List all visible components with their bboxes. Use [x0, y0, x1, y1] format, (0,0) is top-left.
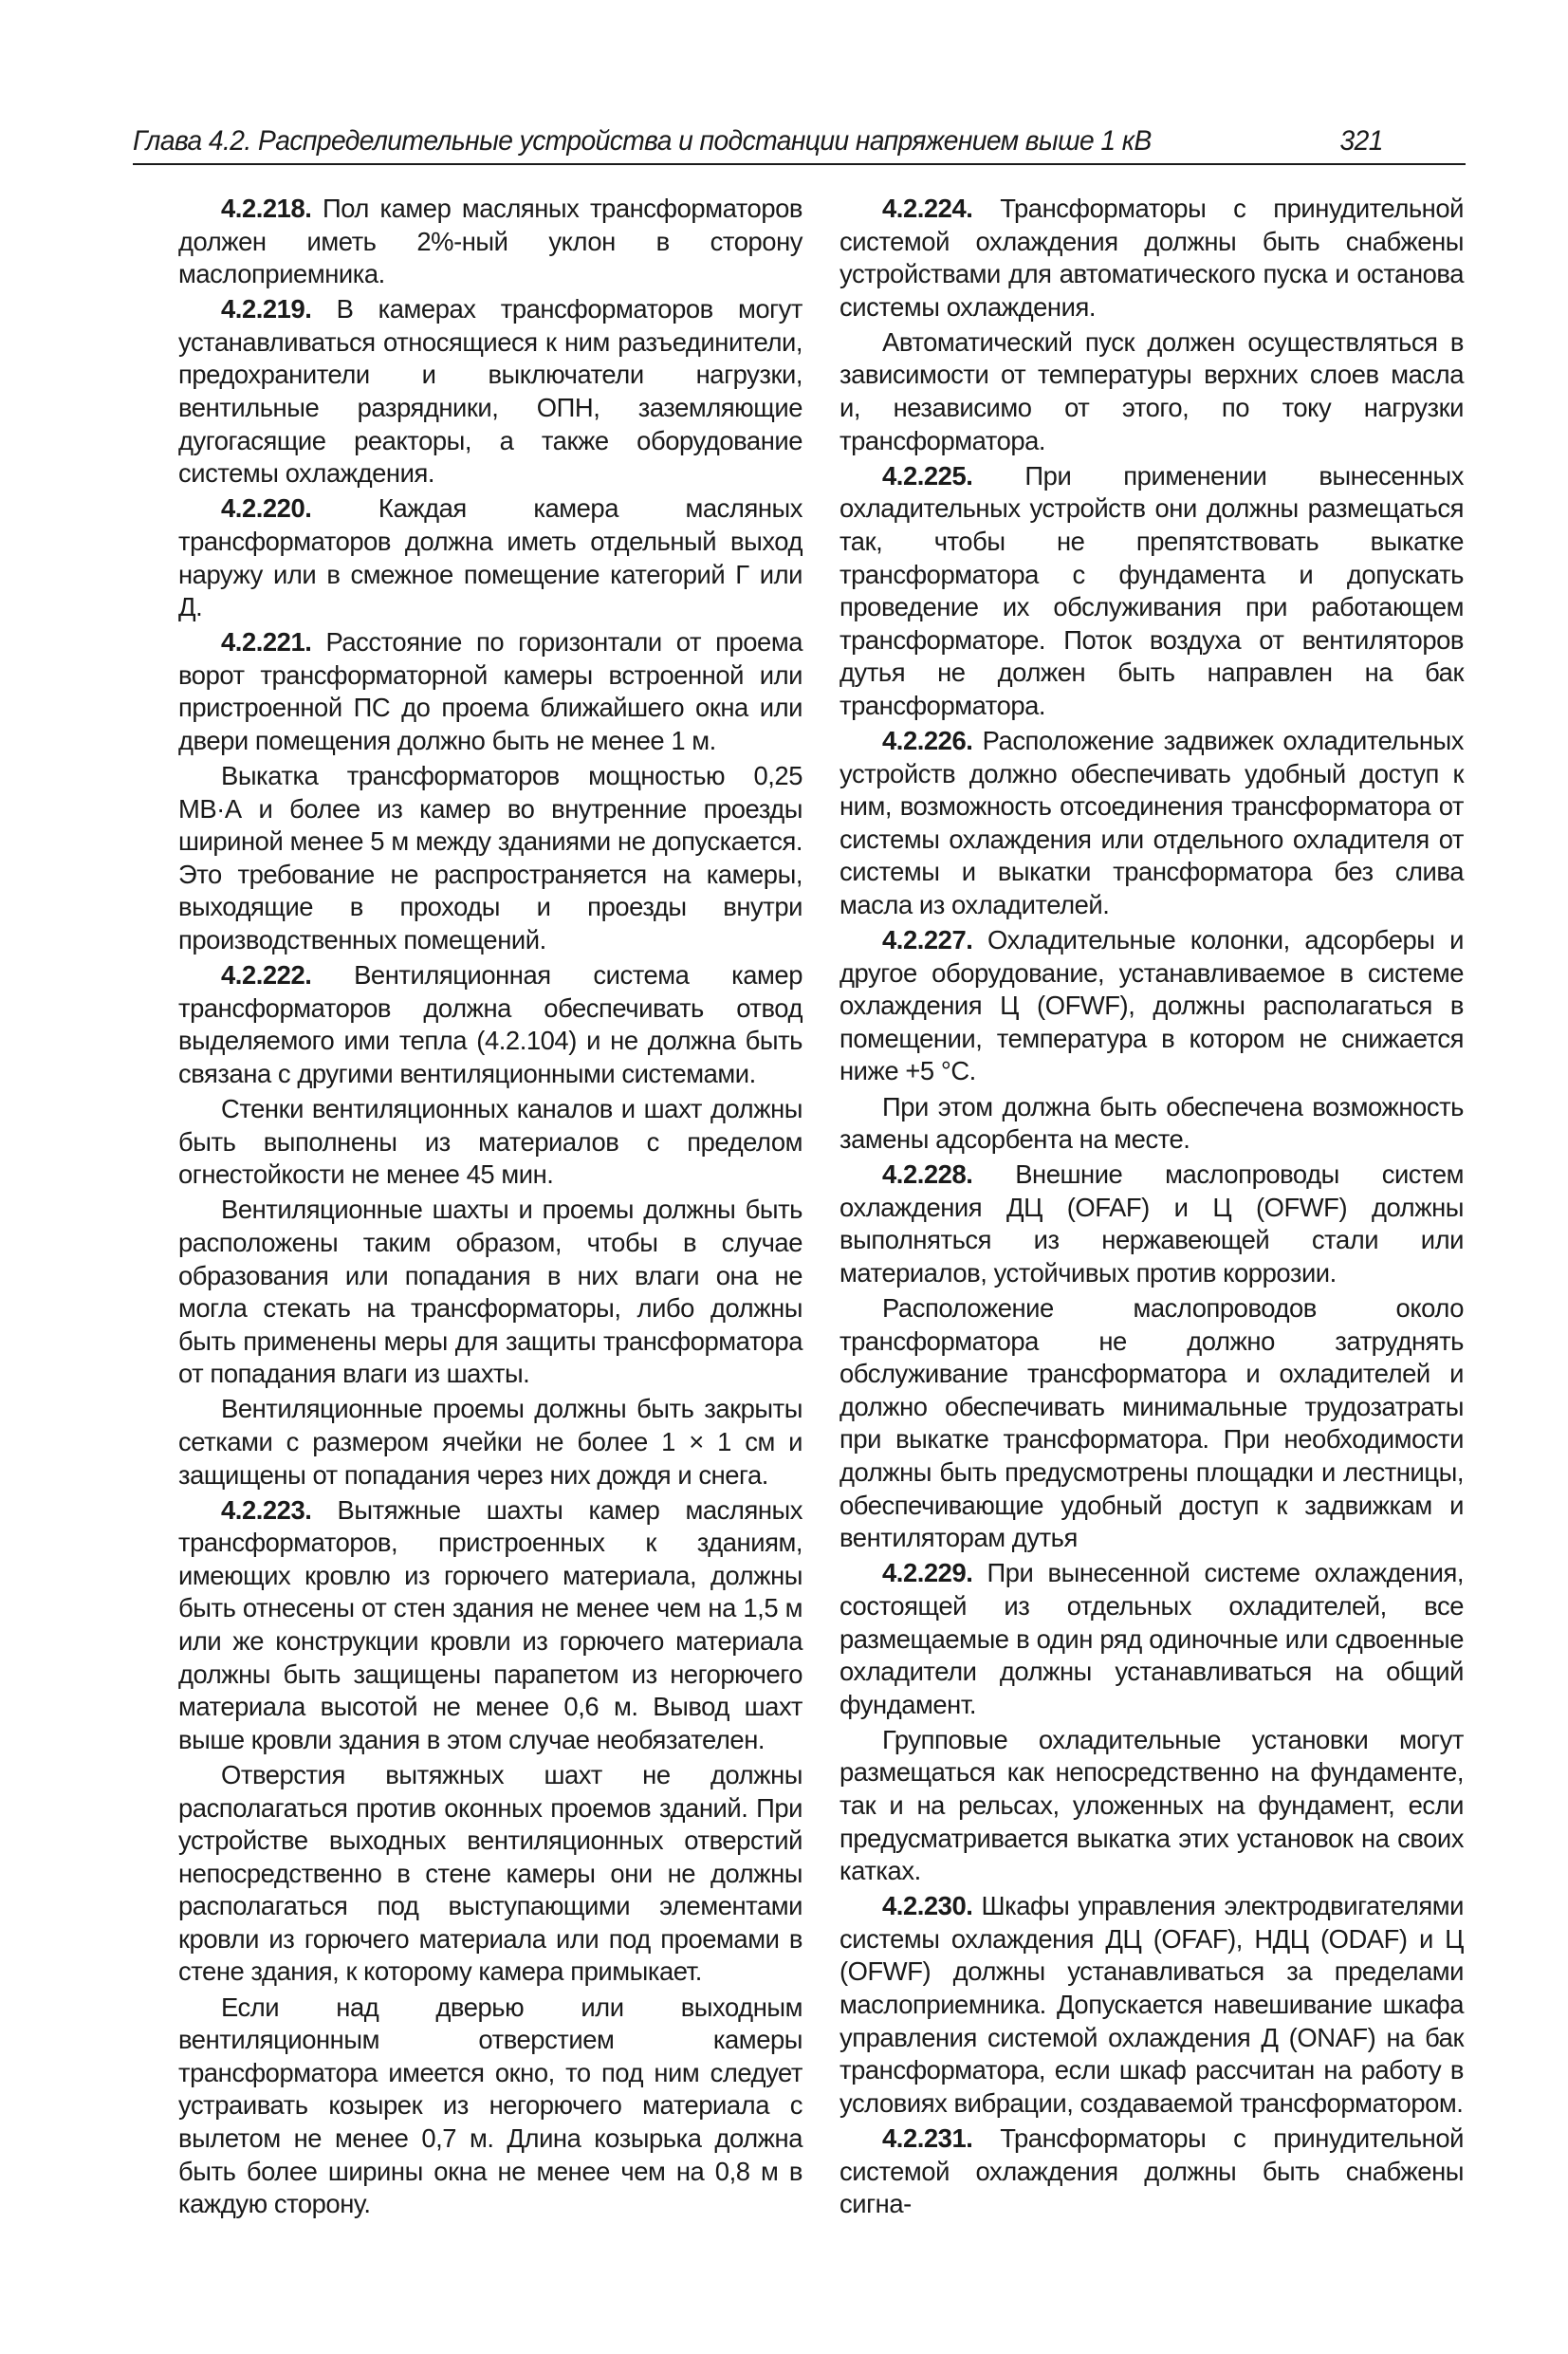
chapter-title: Глава 4.2. Распределительные устройства и подстанции напряжением выше 1 кВ — [133, 125, 1152, 157]
paragraph — [839, 1158, 1464, 1289]
clause-number: 4.2.229. — [882, 1558, 973, 1588]
paragraph — [839, 460, 1464, 723]
paragraph — [178, 492, 802, 623]
clause-number: 4.2.218. — [221, 194, 312, 223]
paragraph-text: Охладительные колонки, адсорберы и другое оборудование, устанавливаемое в системе охлаждения Ц (OFWF), должны располагаться в помещении, температура в котором не снижается ниже +5 °С. — [839, 925, 1464, 1086]
paragraph-text: Вентиляционные проемы должны быть закрыты сетками с размером ячейки не более 1 × 1 см и защищены от попадания через них дождя и снега. — [178, 1394, 802, 1490]
paragraph — [178, 1992, 802, 2221]
paragraph-text: Трансформаторы с принудительной системой охлаждения должны быть снабжены устройствами для автоматического пуска и останова системы охлаждения. — [839, 194, 1464, 322]
running-header — [133, 112, 1383, 158]
paragraph — [178, 959, 802, 1090]
clause-number: 4.2.221. — [221, 627, 312, 658]
clause-number: 4.2.219. — [221, 294, 312, 324]
paragraph-text: Трансформаторы с принудительной системой охлаждения должны быть снабжены сигна- — [839, 2122, 1464, 2219]
paragraph-text: Вентиляционная система камер трансформаторов должна обеспечивать отвод выделяемого ими тепла (4.2.104) и не должна быть связана с другими вентиляционными системами. — [178, 960, 802, 1088]
paragraph — [178, 760, 802, 957]
paragraph — [839, 193, 1464, 324]
paragraph — [839, 924, 1464, 1088]
page-number: 321 — [1339, 125, 1383, 157]
clause-number: 4.2.228. — [882, 1159, 973, 1190]
paragraph-text: Расположение задвижек охладительных устройств должно обеспечивать удобный доступ к ним, возможность отсоединения трансформатора от системы охлаждения или отдельного охладителя от системы и выкатки трансформатора без слива масла из охладителей. — [839, 726, 1464, 919]
paragraph — [839, 1091, 1464, 1157]
paragraph — [839, 1557, 1464, 1721]
paragraph — [839, 725, 1464, 922]
clause-number: 4.2.222. — [221, 960, 312, 991]
paragraph-text: Расстояние по горизонтали от проема ворот трансформаторной камеры встроенной или пристроенной ПС до проема ближайшего окна или двери помещения должно быть не менее 1 м. — [178, 627, 802, 755]
clause-number: 4.2.227. — [882, 925, 973, 955]
paragraph-text: Выкатка трансформаторов мощностью 0,25 МВ·А и более из камер во внутренние проезды шириной менее 5 м между зданиями не допускается. Это требование не распространяется на камеры, выходящие в проходы и проезды внутри производственных помещений. — [178, 761, 802, 955]
paragraph — [178, 1393, 802, 1492]
paragraph — [178, 1093, 802, 1192]
paragraph — [178, 1759, 802, 1989]
paragraph — [178, 1194, 802, 1391]
clause-number: 4.2.230. — [882, 1891, 973, 1921]
clause-number: 4.2.224. — [882, 194, 973, 223]
paragraph-text: Автоматический пуск должен осуществляться в зависимости от температуры верхних слоев масла и, независимо от этого, по току нагрузки трансформатора. — [839, 326, 1464, 455]
paragraph-text: Отверстия вытяжных шахт не должны располагаться против оконных проемов зданий. При устройстве выходных вентиляционных отверстий непосредственно в стене камеры они не должны располагаться под выступающими элементами кровли из горючего материала или под проемами в стене здания, к которому камера примыкает. — [178, 1759, 802, 1987]
paragraph — [839, 1292, 1464, 1555]
paragraph-text: Внешние маслопроводы систем охлаждения ДЦ (OFAF) и Ц (OFWF) должны выполняться из нержавеющей стали или материалов, устойчивых против коррозии. — [839, 1159, 1464, 1288]
paragraph — [839, 1724, 1464, 1888]
paragraph-text: Если над дверью или выходным вентиляционным отверстием камеры трансформатора имеется окно, то под ним следует устраивать козырек из негорючего материала с вылетом не менее 0,7 м. Длина козырька должна быть более ширины окна не менее чем на 0,8 м в каждую сторону. — [178, 1992, 802, 2219]
paragraph — [839, 1890, 1464, 2120]
paragraph-text: Шкафы управления электродвигателями системы охлаждения ДЦ (OFAF), НДЦ (ODAF) и Ц (OFWF) должны устанавливаться за пределами маслоприемника. Допускается навешивание шкафа управления системой охлаждения Д (ONAF) на бак трансформатора, если шкаф рассчитан на работу в условиях вибрации, создаваемой трансформатором. — [839, 1891, 1464, 2118]
paragraph-text: Вытяжные шахты камер масляных трансформаторов, пристроенных к зданиям, имеющих кровлю из горючего материала, должны быть отнесены от стен здания не менее чем на 1,5 м или же конструкции кровли из горючего материала должны быть защищены парапетом из негорючего материала высотой не менее 0,6 м. Вывод шахт выше кровли здания в этом случае необязателен. — [178, 1494, 802, 1754]
paragraph-text: Стенки вентиляционных каналов и шахт должны быть выполнены из материалов с пределом огнестойкости не менее 45 мин. — [178, 1094, 802, 1190]
paragraph-text: При вынесенной системе охлаждения, состоящей из отдельных охладителей, все размещаемые в один ряд одиночные или сдвоенные охладители должны устанавливаться на общий фундамент. — [839, 1558, 1464, 1719]
paragraph-text: Вентиляционные шахты и проемы должны быть расположены таким образом, чтобы в случае образования или попадания в них влаги она не могла стекать на трансформаторы, либо должны быть применены меры для защиты трансформатора от попадания влаги из шахты. — [178, 1195, 802, 1389]
clause-number: 4.2.231. — [882, 2122, 973, 2153]
paragraph — [178, 626, 802, 757]
paragraph-text: Каждая камера масляных трансформаторов должна иметь отдельный выход наружу или в смежное помещение категорий Г или Д. — [178, 493, 802, 622]
paragraph-text: Расположение маслопроводов около трансформатора не должно затруднять обслуживание трансформатора и охладителей и должно обеспечивать минимальные трудозатраты при выкатке трансформатора. При необходимости должны быть предусмотрены площадки и лестницы, обеспечивающие удобный доступ к задвижкам и вентиляторам дутья — [839, 1293, 1464, 1553]
paragraph-text: При этом должна быть обеспечена возможность замены адсорбента на месте. — [839, 1091, 1464, 1155]
header-rule — [133, 163, 1466, 165]
clause-number: 4.2.226. — [882, 726, 973, 755]
paragraph — [178, 193, 802, 291]
paragraph-text: Пол камер масляных трансформаторов должен иметь 2%-ный уклон в сторону маслоприемника. — [178, 194, 802, 289]
paragraph-text: В камерах трансформаторов могут устанавливаться относящиеся к ним разъединители, предохранители и выключатели нагрузки, вентильные разрядники, ОПН, заземляющие дугогасящие реакторы, а также оборудование системы охлаждения. — [178, 294, 802, 489]
paragraph — [839, 2122, 1464, 2221]
clause-number: 4.2.225. — [882, 460, 973, 491]
paragraph — [839, 326, 1464, 457]
paragraph — [178, 1494, 802, 1757]
clause-number: 4.2.220. — [221, 493, 312, 524]
left-column — [178, 193, 802, 2223]
clause-number: 4.2.223. — [221, 1494, 312, 1525]
paragraph — [178, 293, 802, 491]
paragraph-text: При применении вынесенных охладительных устройств они должны размещаться так, чтобы не препятствовать выкатке трансформатора с фундамента и допускать проведение их обслуживания при работающем трансформаторе. Поток воздуха от вентиляторов дутья не должен быть направлен на бак трансформатора. — [839, 460, 1464, 720]
paragraph-text: Групповые охладительные установки могут размещаться как непосредственно на фундаменте, так и на рельсах, уложенных на фундамент, если предусматривается выкатка этих установок на своих катках. — [839, 1724, 1464, 1886]
right-column — [839, 193, 1464, 2223]
